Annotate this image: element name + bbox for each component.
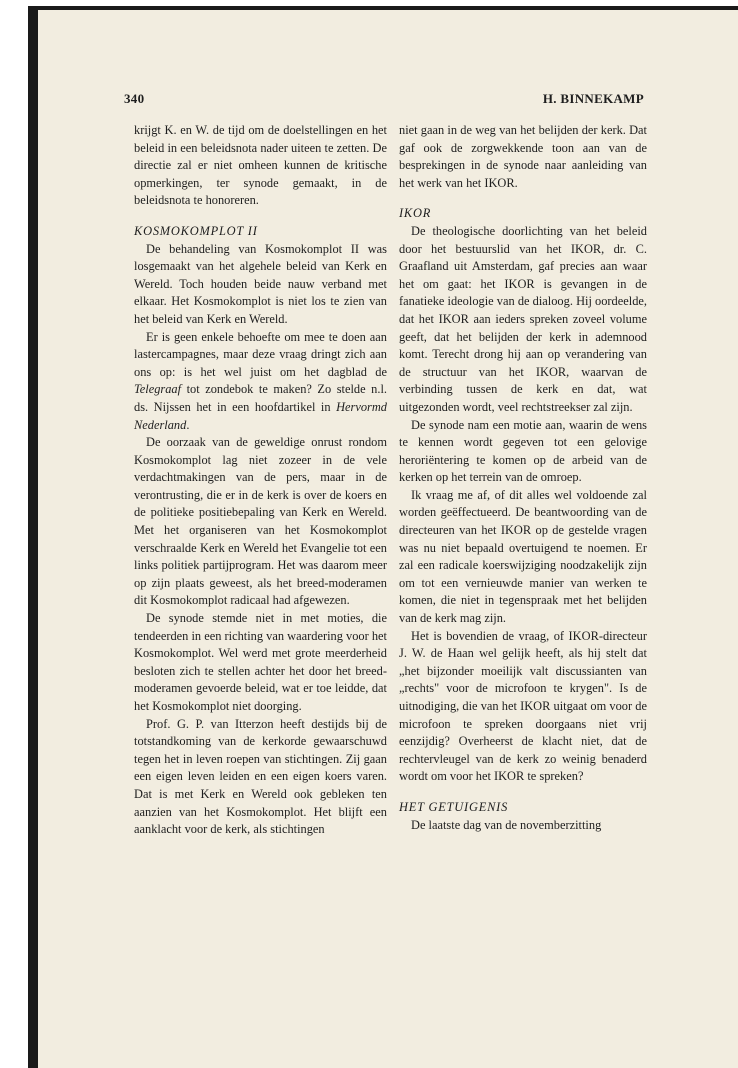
paragraph: De synode nam een motie aan, waarin de wens te kennen wordt gegeven tot een gelovige heroriëntering te komen op de arbeid van de kerken op het terrein van de omroep.: [399, 417, 647, 485]
scan-edge-top: [30, 6, 738, 10]
italic-title: Telegraaf: [134, 382, 182, 397]
paragraph: De laatste dag van de novemberzitting: [411, 817, 602, 832]
paragraph-text: .: [186, 417, 190, 432]
section-heading-kosmokomplot: KOSMOKOMPLOT II: [134, 223, 258, 238]
right-column: [399, 122, 647, 834]
page-number: 340: [124, 91, 145, 106]
italic-title: Hervormd Nederland: [134, 399, 387, 432]
paragraph: De synode stemde niet in met moties, die tendeerden in een richting van waardering voor het Kosmokomplot. Wel werd met grote meerderheid besloten zich te stellen achter het door het breed-moderamen gevoerde beleid, wat er toe leidde, dat het Kosmokomplot niet doorging.: [134, 611, 387, 713]
paragraph: De oorzaak van de geweldige onrust rondom Kosmokomplot lag niet zozeer in de vele verdachtmakingen van de pers, maar in de verontrusting, die er in de kerk is over de koers en de politieke positiebepaling van Kerk en Wereld. Met het organiseren van het Kosmokomplot verschraalde Kerk en Wereld het Evangelie tot een links politiek partijprogram. Het was daarom meer op zijn plaats geweest, als het breed-moderamen dit Kosmokomplot radicaal had afgewezen.: [134, 435, 387, 608]
scan-edge-left: [28, 6, 38, 1068]
paragraph: niet gaan in de weg van het belijden der kerk. Dat gaf ook de zorgwekkende toon aan van de besprekingen in de synode naar aanleiding van het werk van het IKOR.: [399, 123, 647, 190]
paragraph: De behandeling van Kosmokomplot II was losgemaakt van het algehele beleid van Kerk en Wereld. Toch houden beide nauw verband met elkaar. Het Kosmokomplot is niet los te zien van het beleid van Kerk en Wereld.: [134, 241, 387, 326]
running-head: H. BINNEKAMP: [542, 91, 644, 106]
section-heading-ikor: IKOR: [399, 206, 432, 221]
left-column: [134, 122, 387, 839]
paragraph: Het is bovendien de vraag, of IKOR-directeur J. W. de Haan wel gelijk heeft, als hij stelt dat „het bijzonder moeilijk valt discussianten van „rechts" voor de microfoon te krygen". Is de uitnodiging, die van het IKOR uitgaat om voor de microfoon te spreken doorgaans niet vrij eenzijdig? Overheerst de klacht niet, dat de rechtervleugel van de kerk zo weinig benaderd wordt om voor het IKOR te spreken?: [399, 628, 647, 784]
paragraph-text: Er is geen enkele behoefte om mee te doen aan lastercampagnes, maar deze vraag dringt zich aan ons op: is het wel juist om het dagblad de: [134, 329, 387, 379]
paragraph: [134, 329, 387, 435]
paragraph-text: tot zondebok te maken? Zo stelde n.l. ds. Nijssen het in een hoofdartikel in: [134, 382, 387, 414]
paragraph: krijgt K. en W. de tijd om de doelstellingen en het beleid in een beleidsnota nader uiteen te zetten. De directie zal er niet omheen kunnen de kritische opmerkingen, ter synode gemaakt, in de beleidsnota te honoreren.: [134, 123, 387, 208]
paragraph: De theologische doorlichting van het beleid door het bestuurslid van het IKOR, dr. C. Graafland uit Amsterdam, gaf precies aan waar het om gaat: het IKOR is gevangen in de fanatieke ideologie van de dialoog. Hij oordeelde, dat het IKOR aan ieders spreken zoveel volume geeft, dat het belijden der kerk in ademnood komt. Terecht drong hij aan op verandering van de structuur van het IKOR, waarvan de verbinding tussen de kerk en dat, wat uitgezonden wordt, veel rechtstreekser zal zijn.: [399, 223, 647, 414]
paragraph: Ik vraag me af, of dit alles wel voldoende zal worden geëffectueerd. De beantwoording van de directeuren van het IKOR op de gestelde vragen was nu niet bepaald overtuigend te noemen. Er zal een radicale koerswijziging noodzakelijk zijn om tot een vernieuwde manier van werken te komen, die niet in tegenspraak met het belijden van de kerk mag zijn.: [399, 487, 647, 626]
paragraph: Prof. G. P. van Itterzon heeft destijds bij de totstandkoming van de kerkorde gewaarschuwd tegen het in leven roepen van stichtingen. Zij gaan een eigen leven leiden en een eigen koers varen. Dat is met Kerk en Wereld ook gebleken ten aanzien van het Kosmokomplot. Het blijft een aanklacht voor de kerk, als stichtingen: [134, 716, 387, 837]
section-heading-getuigenis: HET GETUIGENIS: [399, 799, 509, 814]
